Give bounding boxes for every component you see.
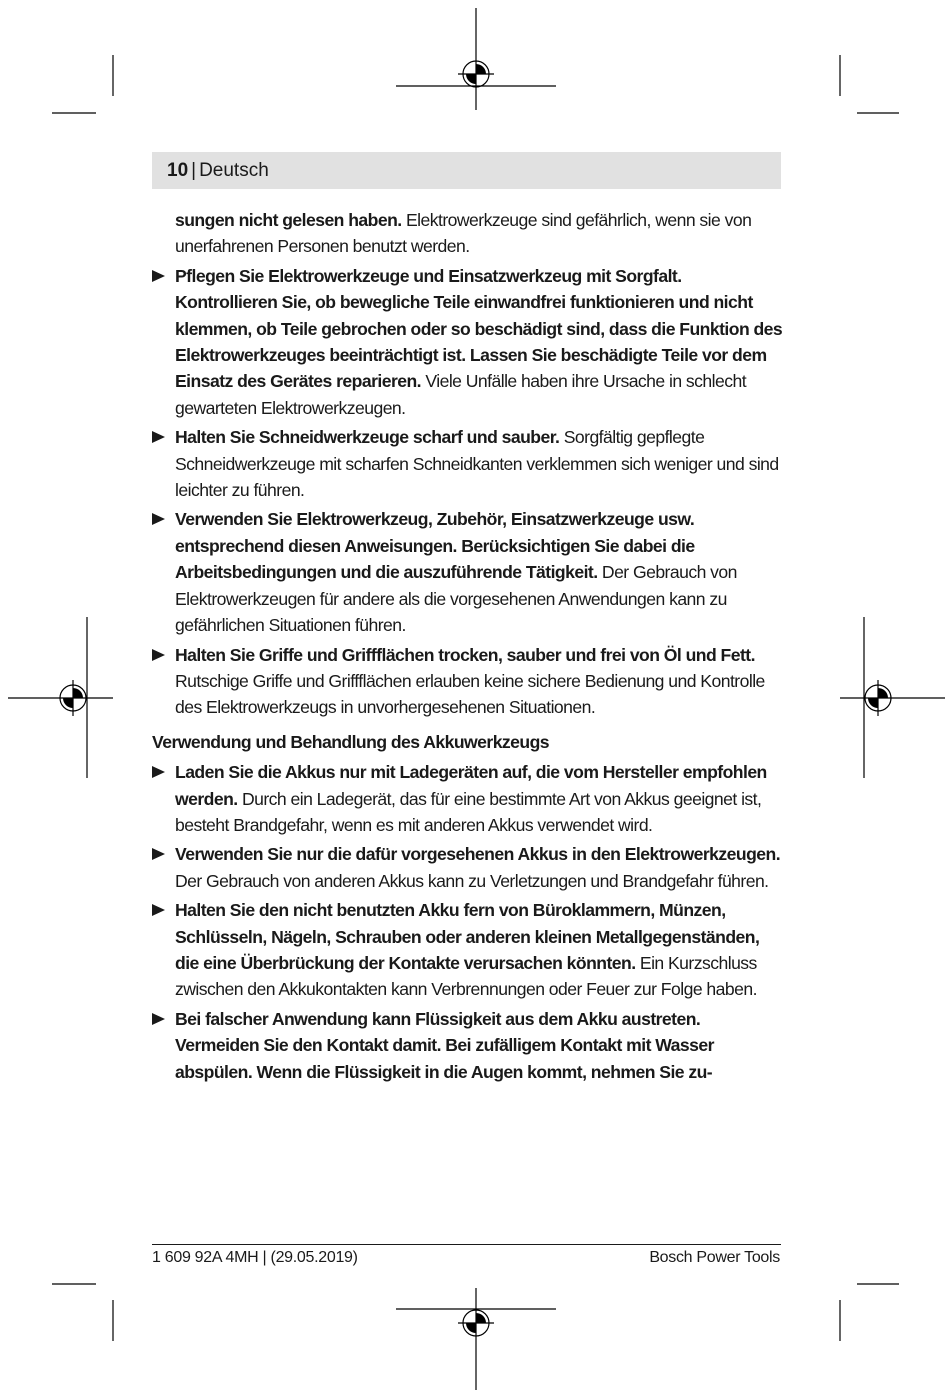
item-text: Viele Unfälle haben ihre Ursache in schlecht gewarteten Elektrowerkzeugen.: [175, 371, 747, 418]
triangle-bullet-icon: [152, 904, 165, 916]
item-text: Der Gebrauch von anderen Akkus kann zu Verletzungen und Brandgefahr führen.: [175, 870, 769, 891]
header-language: Deutsch: [199, 160, 269, 181]
item-bold: Laden Sie die Akkus nur mit Ladegeräten auf, die vom Hersteller empfohlen werden.: [175, 762, 767, 809]
page-body: [152, 207, 783, 1088]
item-text: Der Gebrauch von Elektrowerkzeugen für andere als die vorgesehenen Anwendungen kann zu gefährlichen Situationen führen.: [175, 562, 737, 636]
list-item: [152, 424, 783, 503]
header-separator: |: [191, 160, 197, 181]
continued-paragraph: [152, 207, 783, 260]
section-heading: Verwendung und Behandlung des Akkuwerkzeugs: [152, 731, 550, 752]
item-bold: Halten Sie Griffe und Griffflächen trocken, sauber und frei von Öl und Fett.: [175, 644, 755, 665]
list-item: [152, 1006, 783, 1085]
list-item: [152, 841, 783, 894]
triangle-bullet-icon: [152, 431, 165, 443]
page-number: 10: [167, 160, 189, 181]
triangle-bullet-icon: [152, 766, 165, 778]
footer-rule: [152, 1244, 781, 1245]
triangle-bullet-icon: [152, 649, 165, 661]
item-bold: Halten Sie Schneidwerkzeuge scharf und sauber.: [175, 427, 560, 448]
triangle-bullet-icon: [152, 1013, 165, 1025]
item-bold: Verwenden Sie nur die dafür vorgesehenen Akkus in den Elektrowerkzeugen.: [175, 844, 781, 865]
footer-document-id: 1 609 92A 4MH | (29.05.2019): [152, 1249, 358, 1266]
list-item: [152, 897, 783, 1003]
list-item: [152, 759, 783, 838]
item-text: Ein Kurzschluss zwischen den Akkukontakten kann Verbrennungen oder Feuer zur Folge haben.: [175, 952, 757, 1000]
item-bold: Halten Sie den nicht benutzten Akku fern von Büroklammern, Münzen, Schlüsseln, Nägeln, Schrauben oder anderen kleinen Metallgegenständen, die eine Überbrückung der Kontakte verursachen könnten.: [175, 900, 760, 973]
triangle-bullet-icon: [152, 513, 165, 525]
list-item: [152, 506, 783, 638]
list-item: [152, 263, 783, 421]
triangle-bullet-icon: [152, 848, 165, 860]
page-header: [152, 152, 781, 189]
item-text: Sorgfältig gepflegte Schneidwerkzeuge mit scharfen Schneidkanten verklemmen sich weniger und sind leichter zu führen.: [175, 427, 779, 501]
footer-brand: Bosch Power Tools: [649, 1249, 780, 1266]
triangle-bullet-icon: [152, 270, 165, 282]
item-bold: Bei falscher Anwendung kann Flüssigkeit aus dem Akku austreten. Vermeiden Sie den Kontakt damit. Bei zufälligem Kontakt mit Wasser abspülen. Wenn die Flüssigkeit in die Augen kommt, nehmen Sie zu-: [175, 1008, 714, 1082]
paragraph-bold: sungen nicht gelesen haben.: [175, 210, 402, 230]
list-item: [152, 642, 783, 721]
item-text: Durch ein Ladegerät, das für eine bestimmte Art von Akkus geeignet ist, besteht Brandgefahr, wenn es mit anderen Akkus verwendet wird.: [175, 788, 762, 835]
item-bold: Verwenden Sie Elektrowerkzeug, Zubehör, Einsatzwerkzeuge usw. entsprechend diesen Anweisungen. Berücksichtigen Sie dabei die Arbeitsbedingungen und die auszuführende Tätigkeit.: [175, 509, 695, 583]
paragraph-text: Elektrowerkzeuge sind gefährlich, wenn sie von unerfahrenen Personen benutzt werden.: [175, 210, 752, 257]
item-bold: Pflegen Sie Elektrowerkzeuge und Einsatzwerkzeug mit Sorgfalt. Kontrollieren Sie, ob bewegliche Teile einwandfrei funktionieren und nicht klemmen, ob Teile gebrochen oder so beschädigt sind, dass die Funktion des Elektrowerkzeuges beeinträchtigt ist. Lassen Sie beschädigte Teile vor dem Einsatz des Gerätes reparieren.: [175, 265, 783, 392]
item-text: Rutschige Griffe und Griffflächen erlauben keine sichere Bedienung und Kontrolle des Elektrowerkzeugs in unvorhergesehenen Situationen.: [175, 670, 765, 718]
